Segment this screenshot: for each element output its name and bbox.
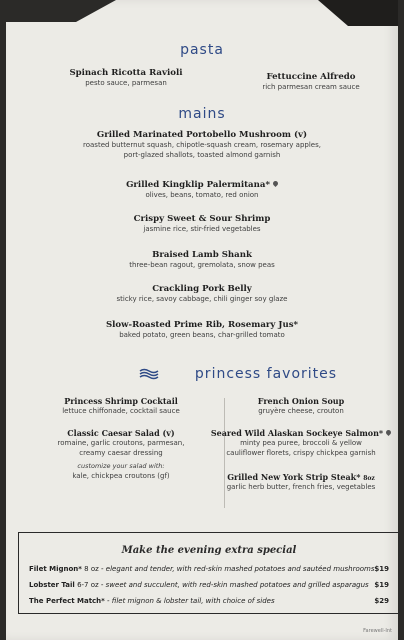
special-desc: - filet mignon & lobster tail, with choice of sides — [104, 597, 275, 605]
special-price: $19 — [374, 581, 389, 589]
special-name: The Perfect Match* — [29, 597, 105, 605]
special-price: $19 — [374, 565, 389, 573]
menu-item-strip-steak — [206, 472, 396, 492]
item-name: Crackling Pork Belly — [152, 284, 252, 294]
card-corner-shadow-right — [318, 0, 398, 26]
item-desc: olives, beans, tomato, red onion — [145, 191, 259, 199]
special-price: $29 — [374, 597, 389, 605]
menu-item-kingklip — [6, 180, 398, 200]
item-desc: garlic herb butter, french fries, vegetables — [226, 483, 376, 491]
item-desc: minty pea puree, broccoli & yellow — [240, 439, 362, 447]
item-desc: pesto sauce, parmesan — [85, 79, 167, 87]
menu-item-shrimp — [6, 214, 398, 234]
special-row-perfect-match — [29, 597, 389, 605]
menu-item-salmon — [206, 428, 396, 458]
section-title-mains: mains — [178, 106, 226, 122]
item-name: Classic Caesar Salad (v) — [67, 428, 175, 438]
footer-note: Farewell-Int — [363, 628, 392, 634]
section-title-favorites: princess favorites — [194, 366, 338, 382]
menu-item-shrimp-cocktail — [26, 396, 216, 416]
menu-item-prime-rib — [6, 320, 398, 340]
item-name: Crispy Sweet & Sour Shrimp — [133, 214, 271, 224]
item-desc: sticky rice, savoy cabbage, chili ginger soy glaze — [116, 295, 288, 303]
location-pin-icon — [385, 429, 392, 436]
menu-item-fettuccine — [226, 72, 396, 92]
item-name: Grilled New York Strip Steak* — [227, 472, 361, 482]
item-desc: creamy caesar dressing — [79, 449, 163, 457]
special-name: Lobster Tail — [29, 581, 75, 589]
item-desc: three-bean ragout, gremolata, snow peas — [129, 261, 275, 269]
menu-item-onion-soup — [206, 396, 396, 416]
special-desc: - sweet and succulent, with red-skin mashed potatoes and grilled asparagus — [98, 581, 369, 589]
item-desc: jasmine rice, stir-fried vegetables — [143, 225, 261, 233]
menu-item-portobello — [6, 130, 398, 160]
special-size: 8 oz — [84, 565, 99, 573]
item-name: Grilled Marinated Portobello Mushroom (v) — [96, 130, 308, 140]
item-name: Seared Wild Alaskan Sockeye Salmon* — [210, 428, 384, 438]
item-desc: port-glazed shallots, toasted almond garnish — [123, 151, 281, 159]
menu-item-caesar-salad — [26, 428, 216, 481]
item-name: Slow-Roasted Prime Rib, Rosemary Jus* — [105, 320, 299, 330]
item-note: kale, chickpea croutons (gf) — [72, 472, 170, 480]
item-desc: rich parmesan cream sauce — [262, 83, 360, 91]
special-name: Filet Mignon* — [29, 565, 82, 573]
item-desc: lettuce chiffonade, cocktail sauce — [62, 407, 180, 415]
item-desc: cauliflower florets, crispy chickpea garnish — [226, 449, 376, 457]
card-corner-shadow — [6, 0, 116, 22]
item-desc: baked potato, green beans, char-grilled tomato — [119, 331, 285, 339]
item-desc: roasted butternut squash, chipotle-squash cream, rosemary apples, — [83, 141, 321, 149]
item-name: Spinach Ricotta Ravioli — [69, 68, 183, 78]
item-size: 8oz — [363, 475, 375, 482]
special-row-filet — [29, 565, 389, 573]
item-name: Princess Shrimp Cocktail — [64, 396, 178, 406]
item-desc: gruyère cheese, crouton — [258, 407, 344, 415]
section-title-pasta: pasta — [180, 42, 224, 58]
item-name: Braised Lamb Shank — [152, 250, 252, 260]
special-desc: - elegant and tender, with red-skin mashed potatoes and sautéed mushrooms — [98, 565, 375, 573]
menu-item-pork-belly — [6, 284, 398, 304]
item-name: Fettuccine Alfredo — [266, 72, 356, 82]
item-name: French Onion Soup — [257, 396, 345, 406]
menu-item-lamb — [6, 250, 398, 270]
menu-item-ravioli — [46, 68, 206, 88]
special-size: 6-7 oz — [77, 581, 99, 589]
specials-box — [18, 532, 400, 614]
item-name: Grilled Kingklip Palermitana* — [126, 180, 270, 190]
location-pin-icon — [272, 180, 279, 187]
item-desc: romaine, garlic croutons, parmesan, — [57, 439, 185, 447]
specials-title: Make the evening extra special — [121, 545, 297, 556]
item-note: customize your salad with: — [77, 462, 165, 470]
special-row-lobster — [29, 581, 389, 589]
